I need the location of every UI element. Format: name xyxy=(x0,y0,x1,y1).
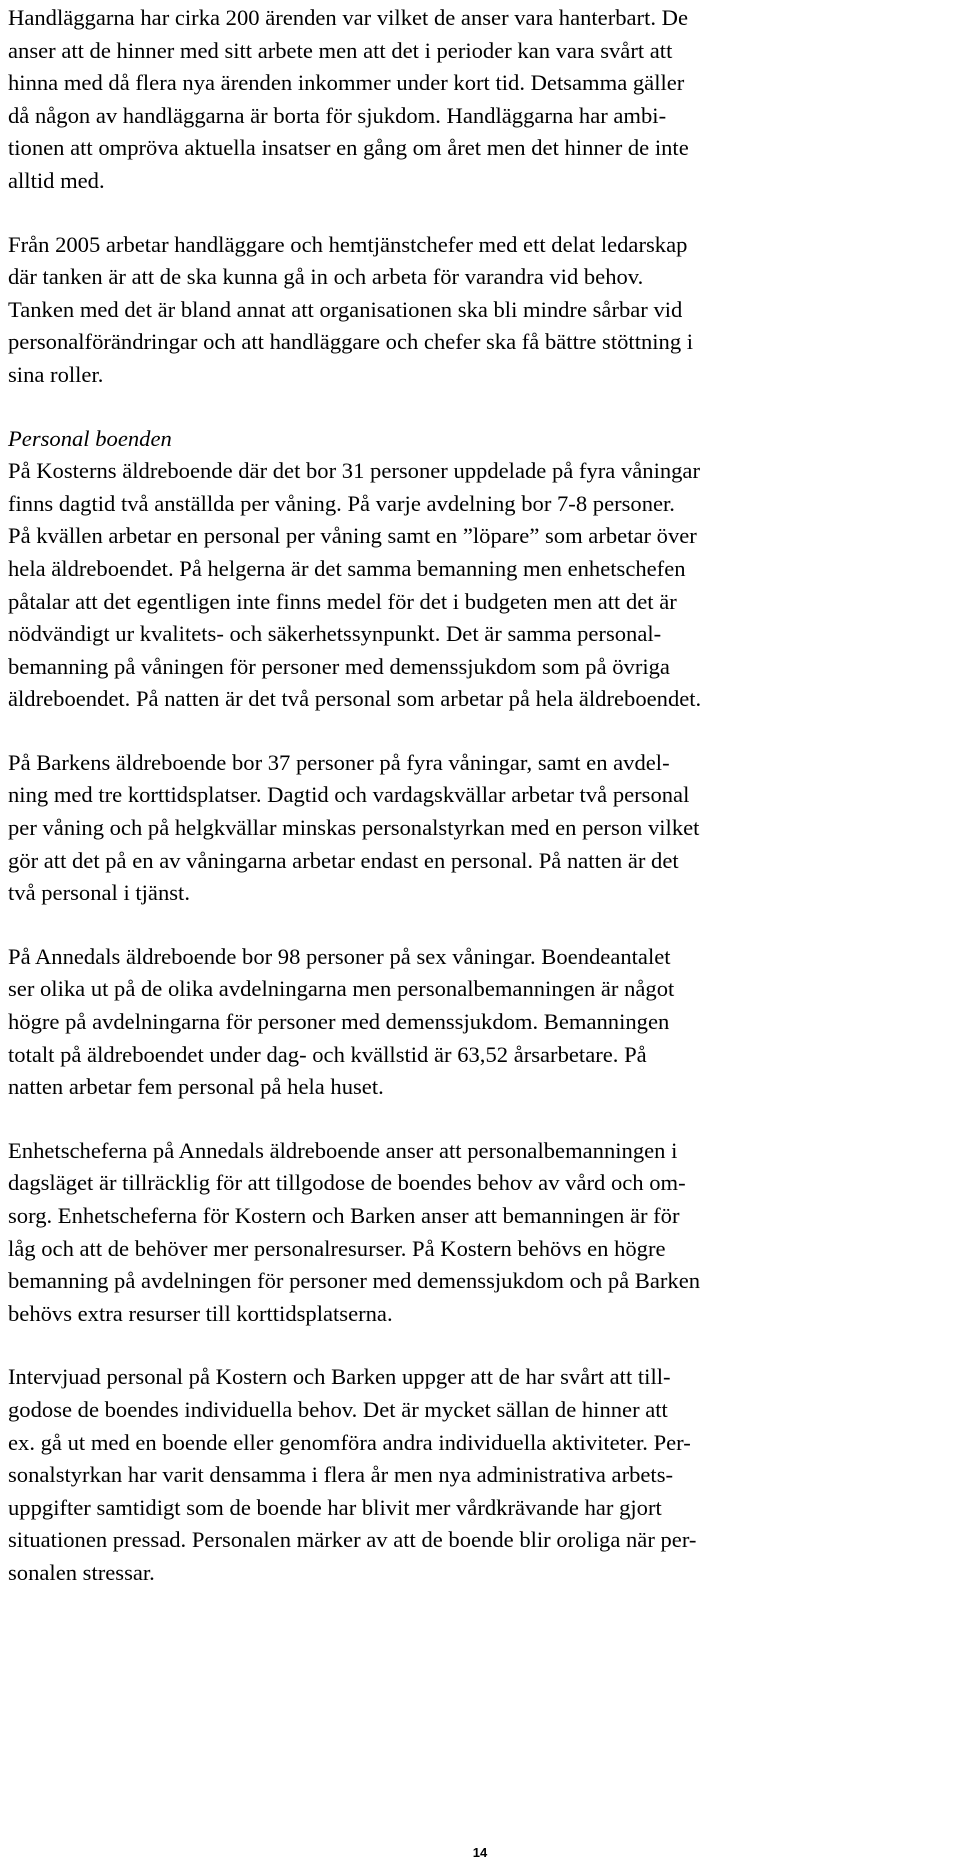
text-line: hela äldreboendet. På helgerna är det samma bemanning men enhetschefen xyxy=(8,555,686,581)
paragraph xyxy=(8,229,958,392)
document-body xyxy=(8,2,958,1621)
text-line: godose de boendes individuella behov. Det är mycket sällan de hinner att xyxy=(8,1396,668,1422)
paragraph xyxy=(8,1361,958,1589)
text-line: per våning och på helgkvällar minskas personalstyrkan med en person vilket xyxy=(8,815,700,841)
text-line: Tanken med det är bland annat att organisationen ska bli mindre sårbar vid xyxy=(8,296,683,322)
text-line: totalt på äldreboendet under dag- och kvällstid är 63,52 årsarbetare. På xyxy=(8,1041,647,1067)
text-line: På Barkens äldreboende bor 37 personer på fyra våningar, samt en avdel- xyxy=(8,749,670,775)
text-line: där tanken är att de ska kunna gå in och arbeta för varandra vid behov. xyxy=(8,264,644,290)
text-line: sonalen stressar. xyxy=(8,1559,155,1585)
text-line: sina roller. xyxy=(8,361,104,387)
text-line: situationen pressad. Personalen märker av att de boende blir oroliga när per- xyxy=(8,1527,697,1553)
text-line: nödvändigt ur kvalitets- och säkerhetssynpunkt. Det är samma personal- xyxy=(8,621,662,647)
text-line: behövs extra resurser till korttidsplatserna. xyxy=(8,1300,393,1326)
text-line: personalförändringar och att handläggare och chefer ska få bättre stöttning i xyxy=(8,329,694,355)
text-line: ex. gå ut med en boende eller genomföra andra individuella aktiviteter. Per- xyxy=(8,1429,691,1455)
text-line: bemanning på avdelningen för personer med demenssjukdom och på Barken xyxy=(8,1268,701,1294)
text-line: Intervjuad personal på Kostern och Barken uppger att de har svårt att till- xyxy=(8,1364,671,1390)
text-line: På kvällen arbetar en personal per våning samt en ”löpare” som arbetar över xyxy=(8,523,697,549)
text-line: ning med tre korttidsplatser. Dagtid och vardagskvällar arbetar två personal xyxy=(8,782,690,808)
text-line: tionen att ompröva aktuella insatser en gång om året men det hinner de inte xyxy=(8,135,689,161)
paragraph xyxy=(8,1135,958,1331)
text-line: högre på avdelningarna för personer med demenssjukdom. Bemanningen xyxy=(8,1009,670,1035)
text-line: låg och att de behöver mer personalresurser. På Kostern behövs en högre xyxy=(8,1235,666,1261)
text-line: På Annedals äldreboende bor 98 personer på sex våningar. Boendeantalet xyxy=(8,943,671,969)
text-line: finns dagtid två anställda per våning. På varje avdelning bor 7-8 personer. xyxy=(8,490,675,516)
text-line: Från 2005 arbetar handläggare och hemtjänstchefer med ett delat ledarskap xyxy=(8,231,688,257)
text-line: ser olika ut på de olika avdelningarna men personalbemanningen är något xyxy=(8,976,675,1002)
paragraph xyxy=(8,423,958,716)
text-line: hinna med då flera nya ärenden inkommer under kort tid. Detsamma gäller xyxy=(8,70,685,96)
paragraph xyxy=(8,747,958,910)
text-line: sorg. Enhetscheferna för Kostern och Barken anser att bemanningen är för xyxy=(8,1203,680,1228)
section-heading: Personal boenden xyxy=(8,425,172,451)
text-line: alltid med. xyxy=(8,167,105,193)
text-line: dagsläget är tillräcklig för att tillgodose de boendes behov av vård och om- xyxy=(8,1170,686,1196)
text-line: Handläggarna har cirka 200 ärenden var vilket de anser vara hanterbart. De xyxy=(8,5,688,30)
paragraph xyxy=(8,2,958,198)
text-line: uppgifter samtidigt som de boende har blivit mer vårdkrävande har gjort xyxy=(8,1494,662,1520)
text-line: Enhetscheferna på Annedals äldreboende anser att personalbemanningen i xyxy=(8,1137,678,1163)
text-line: två personal i tjänst. xyxy=(8,880,190,906)
text-line: påtalar att det egentligen inte finns medel för det i budgeten men att det är xyxy=(8,588,677,614)
text-line: gör att det på en av våningarna arbetar endast en personal. På natten är det xyxy=(8,847,679,873)
text-line: äldreboendet. På natten är det två personal som arbetar på hela äldreboendet. xyxy=(8,686,702,712)
text-line: På Kosterns äldreboende där det bor 31 personer uppdelade på fyra våningar xyxy=(8,458,700,484)
text-line: då någon av handläggarna är borta för sjukdom. Handläggarna har ambi- xyxy=(8,102,667,128)
text-line: anser att de hinner med sitt arbete men att det i perioder kan vara svårt att xyxy=(8,37,673,63)
text-line: bemanning på våningen för personer med demenssjukdom som på övriga xyxy=(8,653,670,679)
paragraph xyxy=(8,941,958,1104)
page-number: 14 xyxy=(472,1845,488,1860)
text-line: sonalstyrkan har varit densamma i flera år men nya administrativa arbets- xyxy=(8,1462,674,1488)
text-line: natten arbetar fem personal på hela huset. xyxy=(8,1074,384,1100)
